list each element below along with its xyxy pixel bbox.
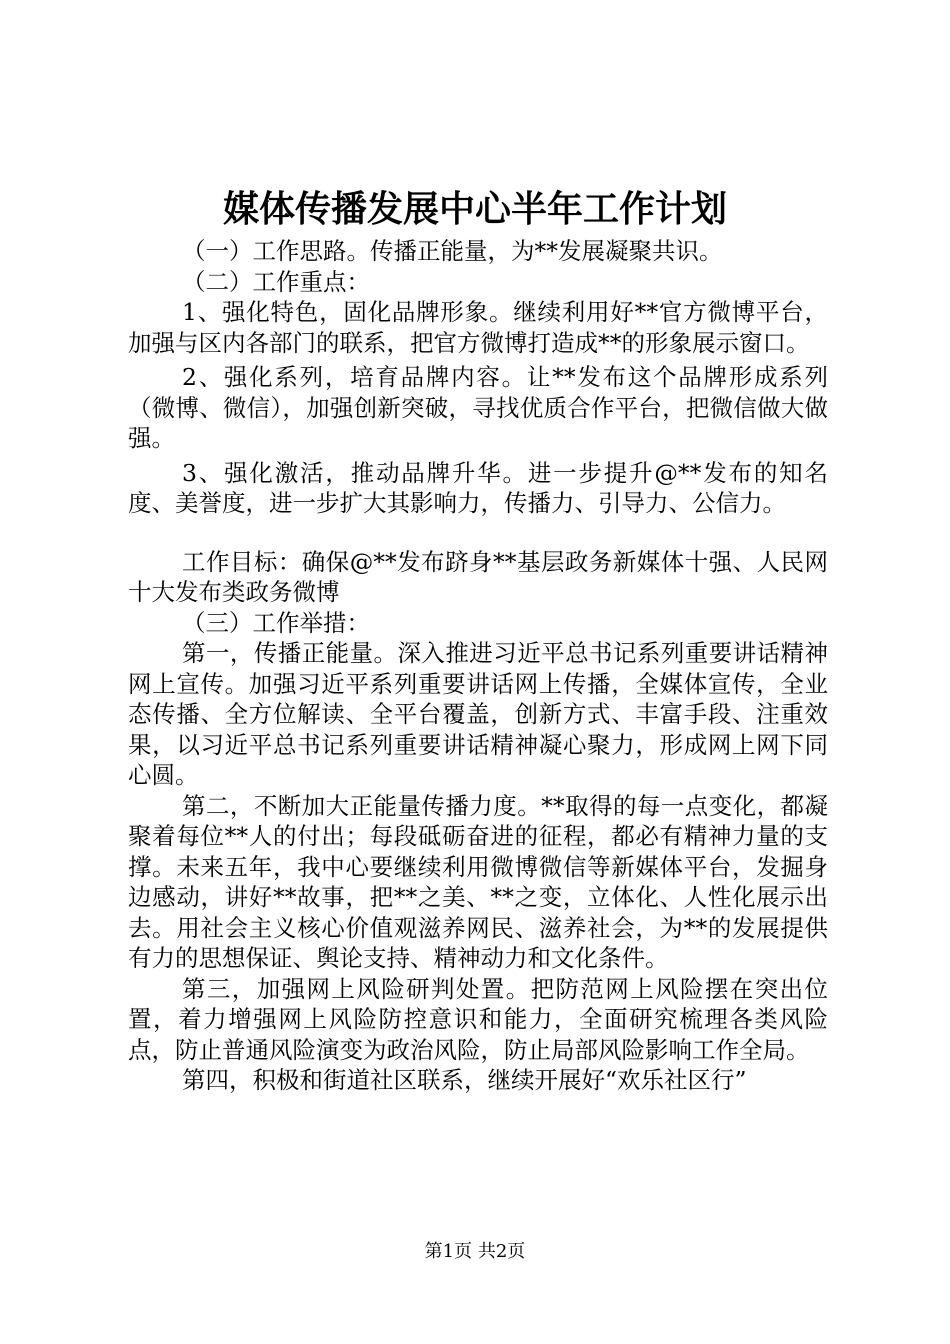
paragraph-work-goal: 工作目标：确保@**发布跻身**基层政务新媒体十强、人民网十大发布类政务微博 (128, 547, 828, 606)
document-body (128, 236, 828, 1096)
paragraph-focus-2: 2、强化系列，培育品牌内容。让**发布这个品牌形成系列（微博、微信），加强创新突破，寻找优质合作平台，把微信做大做强。 (128, 363, 828, 452)
paragraph-work-focus-heading: （二）工作重点： (182, 267, 370, 296)
paragraph-measure-2: 第二，不断加大正能量传播力度。**取得的每一点变化，都凝聚着每位**人的付出；每段砥砺奋进的征程，都必有精神力量的支撑。未来五年，我中心要继续利用微博微信等新媒体平台，发掘身边感动，讲好**故事，把**之美、**之变，立体化、人性化展示出去。用社会主义核心价值观滋养网民、滋养社会，为**的发展提供有力的思想保证、舆论支持、精神动力和文化条件。 (128, 791, 828, 972)
paragraph-measure-4: 第四，积极和街道社区联系，继续开展好“欢乐社区行” (182, 1066, 747, 1094)
paragraph-focus-1: 1、强化特色，固化品牌形象。继续利用好**官方微博平台，加强与区内各部门的联系，把官方微博打造成**的形象展示窗口。 (128, 298, 828, 357)
paragraph-measure-1: 第一，传播正能量。深入推进习近平总书记系列重要讲话精神网上宣传。加强习近平系列重要讲话网上传播，全媒体宣传，全业态传播、全方位解读、全平台覆盖，创新方式、丰富手段、注重效果，以习近平总书记系列重要讲话精神凝心聚力，形成网上网下同心圆。 (128, 639, 828, 789)
paragraph-measure-3: 第三，加强网上风险研判处置。把防范网上风险摆在突出位置，着力增强网上风险防控意识和能力，全面研究梳理各类风险点，防止普通风险演变为政治风险，防止局部风险影响工作全局。 (128, 974, 828, 1064)
paragraph-work-idea: （一）工作思路。传播正能量，为**发展凝聚共识。 (182, 237, 723, 265)
paragraph-focus-3: 3、强化激活，推动品牌升华。进一步提升@**发布的知名度、美誉度，进一步扩大其影响力，传播力、引导力、公信力。 (128, 458, 828, 517)
paragraph-measures-heading: （三）工作举措： (182, 608, 370, 637)
page-number-footer: 第1页 共2页 (424, 1241, 526, 1262)
document-title: 媒体传播发展中心半年工作计划 (222, 188, 727, 230)
